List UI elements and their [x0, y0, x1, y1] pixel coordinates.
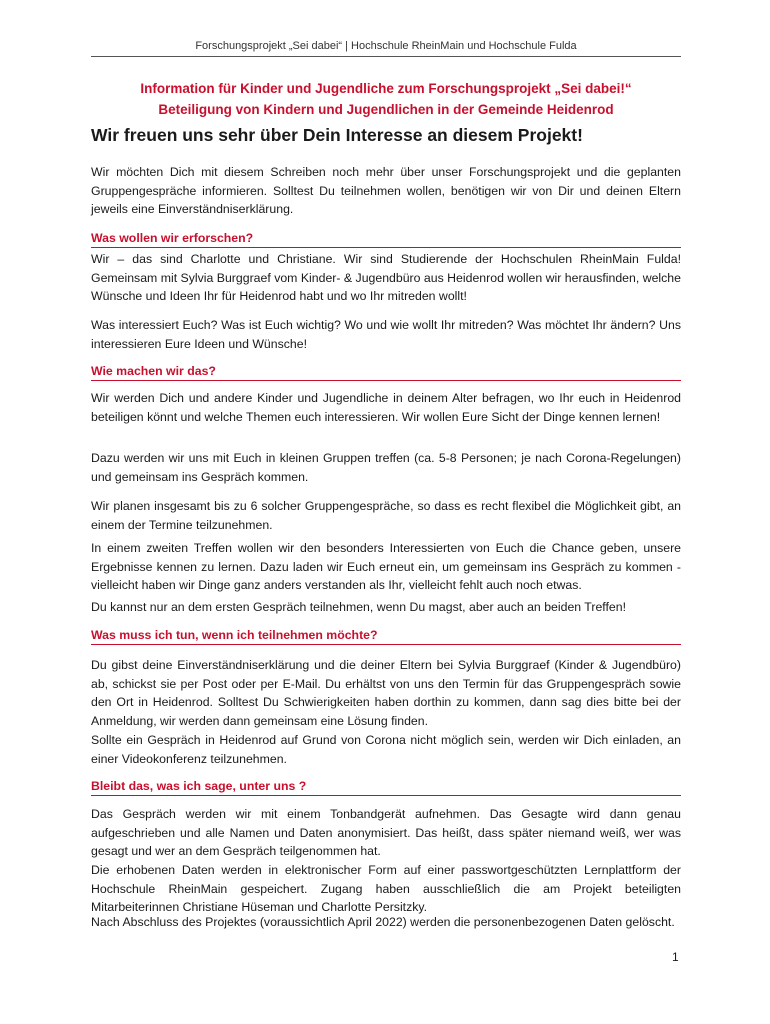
page-number: 1 [672, 950, 679, 964]
intro-title [91, 78, 681, 120]
section-heading-research: Was wollen wir erforschen? [91, 231, 681, 248]
section-method-paragraph-5: Du kannst nur an dem ersten Gespräch teilnehmen, wenn Du magst, aber auch an beiden Treffen! [91, 600, 627, 614]
section-research-paragraph-1: Wir – das sind Charlotte und Christiane. Wir sind Studierende der Hochschulen RheinMain Fulda! Gemeinsam mit Sylvia Burggraef vom Kinder- & Jugendbüro aus Heidenrod wollen wir herausfinden, welche Wünsche und Ideen Ihr für Heidenrod habt und wo Ihr mitreden wollt! [91, 252, 681, 303]
section-research-paragraph-2: Was interessiert Euch? Was ist Euch wichtig? Wo und wie wollt Ihr mitreden? Was möchtet Ihr ändern? Uns interessieren Eure Ideen und Wünsche! [91, 318, 681, 351]
section-method-paragraph-3: Wir planen insgesamt bis zu 6 solcher Gruppengespräche, so dass es recht flexibel die Möglichkeit gibt, an einem der Termine teilzunehmen. [91, 499, 681, 532]
intro-paragraph: Wir möchten Dich mit diesem Schreiben noch mehr über unser Forschungsprojekt und die geplanten Gruppengespräche informieren. Solltest Du teilnehmen wollen, benötigen wir von Dir und deinen Eltern jeweils eine Einverständniserklärung. [91, 165, 681, 216]
intro-title-line-2: Beteiligung von Kindern und Jugendlichen in der Gemeinde Heidenrod [158, 102, 614, 117]
running-header: Forschungsprojekt „Sei dabei“ | Hochschule RheinMain und Hochschule Fulda [91, 40, 681, 57]
section-method-paragraph-1: Wir werden Dich und andere Kinder und Jugendliche in deinem Alter befragen, wo Ihr euch in Heidenrod beteiligen könnt und welche Themen euch interessieren. Wir wollen Eure Sicht der Dinge kennen lernen! [91, 391, 681, 424]
section-participation-paragraph-1: Du gibst deine Einverständniserklärung und die deiner Eltern bei Sylvia Burggraef (Kinder & Jugendbüro) ab, schickst sie per Post oder per E-Mail. Du erhältst von uns den Termin für das Gruppengespräch sowie den Ort in Heidenrod. Solltest Du Schwierigkeiten haben dorthin zu kommen, dann sag dies bitte bei der Anmeldung, wir werden dann gemeinsam eine Lösung finden. [91, 658, 681, 728]
section-method-paragraph-2: Dazu werden wir uns mit Euch in kleinen Gruppen treffen (ca. 5-8 Personen; je nach Corona-Regelungen) und gemeinsam ins Gespräch kommen. [91, 451, 681, 484]
section-heading-method: Wie machen wir das? [91, 364, 681, 381]
section-heading-participation: Was muss ich tun, wenn ich teilnehmen möchte? [91, 628, 681, 645]
section-privacy-paragraph-2: Die erhobenen Daten werden in elektronischer Form auf einer passwortgeschützten Lernplattform der Hochschule RheinMain gespeichert. Zugang haben ausschließlich die am Projekt beteiligten Mitarbeiterinnen Christiane Hüseman und Charlotte Persitzky. [91, 863, 681, 914]
intro-title-line-1: Information für Kinder und Jugendliche zum Forschungsprojekt „Sei dabei!“ [140, 81, 632, 96]
section-privacy-paragraph-3: Nach Abschluss des Projektes (voraussichtlich April 2022) werden die personenbezogenen Daten gelöscht. [91, 915, 675, 929]
section-heading-privacy: Bleibt das, was ich sage, unter uns ? [91, 779, 681, 796]
section-method-paragraph-4: In einem zweiten Treffen wollen wir den besonders Interessierten von Euch die Chance geben, unsere Ergebnisse kennen zu lernen. Dazu laden wir Euch erneut ein, um gemeinsam ins Gespräch zu kommen - vielleicht haben wir Dinge ganz anders verstanden als Ihr, vielleicht fehlt auch noch etwas. [91, 541, 681, 592]
section-participation-paragraph-2: Sollte ein Gespräch in Heidenrod auf Grund von Corona nicht möglich sein, werden wir Dich einladen, an einer Videokonferenz teilzunehmen. [91, 733, 681, 766]
section-privacy-paragraph-1: Das Gespräch werden wir mit einem Tonbandgerät aufnehmen. Das Gesagte wird dann genau aufgeschrieben und alle Namen und Daten anonymisiert. Das heißt, dass später niemand weiß, wer was gesagt und wer an dem Gespräch teilgenommen hat. [91, 807, 681, 858]
main-heading: Wir freuen uns sehr über Dein Interesse an diesem Projekt! [91, 125, 583, 145]
